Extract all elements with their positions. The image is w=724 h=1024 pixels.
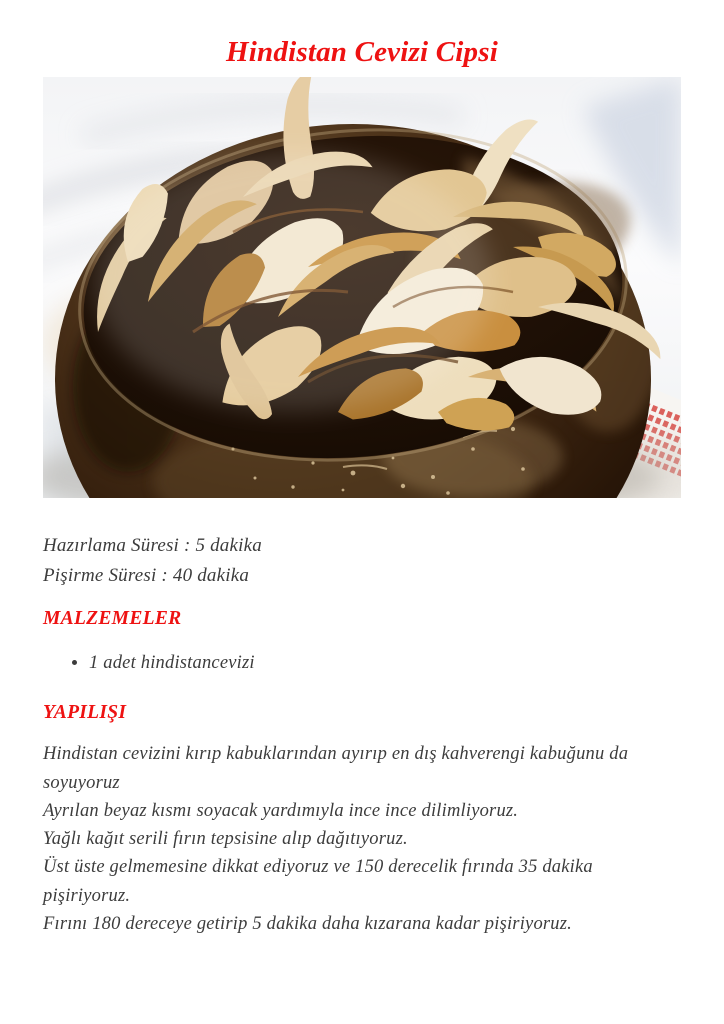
method-line: Üst üste gelmemesine dikkat ediyoruz ve 150 derecelik fırında 35 dakika xyxy=(43,857,593,878)
page-title: Hindistan Cevizi Cipsi xyxy=(226,36,498,68)
prep-time-line: Hazırlama Süresi : 5 dakika xyxy=(43,535,262,557)
method-line: Fırını 180 dereceye getirip 5 dakika daha kızarana kadar pişiriyoruz. xyxy=(43,914,572,935)
coconut-chips-photo-illustration xyxy=(43,77,681,498)
method-line: pişiriyoruz. xyxy=(43,885,131,906)
method-line: Hindistan cevizini kırıp kabuklarından ayırıp en dış kahverengi kabuğunu da xyxy=(43,744,629,765)
cook-time-line: Pişirme Süresi : 40 dakika xyxy=(43,565,250,587)
method-line: soyuyoruz xyxy=(43,772,120,793)
recipe-photo xyxy=(43,77,681,498)
method-heading: YAPILIŞI xyxy=(43,702,127,724)
method-line: Yağlı kağıt serili fırın tepsisine alıp dağıtıyoruz. xyxy=(43,829,408,850)
method-steps xyxy=(43,740,681,938)
ingredients-heading: MALZEMELER xyxy=(43,608,182,630)
method-line: Ayrılan beyaz kısmı soyacak yardımıyla ince ince dilimliyoruz. xyxy=(43,800,519,821)
time-info xyxy=(43,531,681,591)
ingredient-item: • 1 adet hindistancevizi xyxy=(89,652,681,675)
ingredients-list xyxy=(43,652,681,675)
